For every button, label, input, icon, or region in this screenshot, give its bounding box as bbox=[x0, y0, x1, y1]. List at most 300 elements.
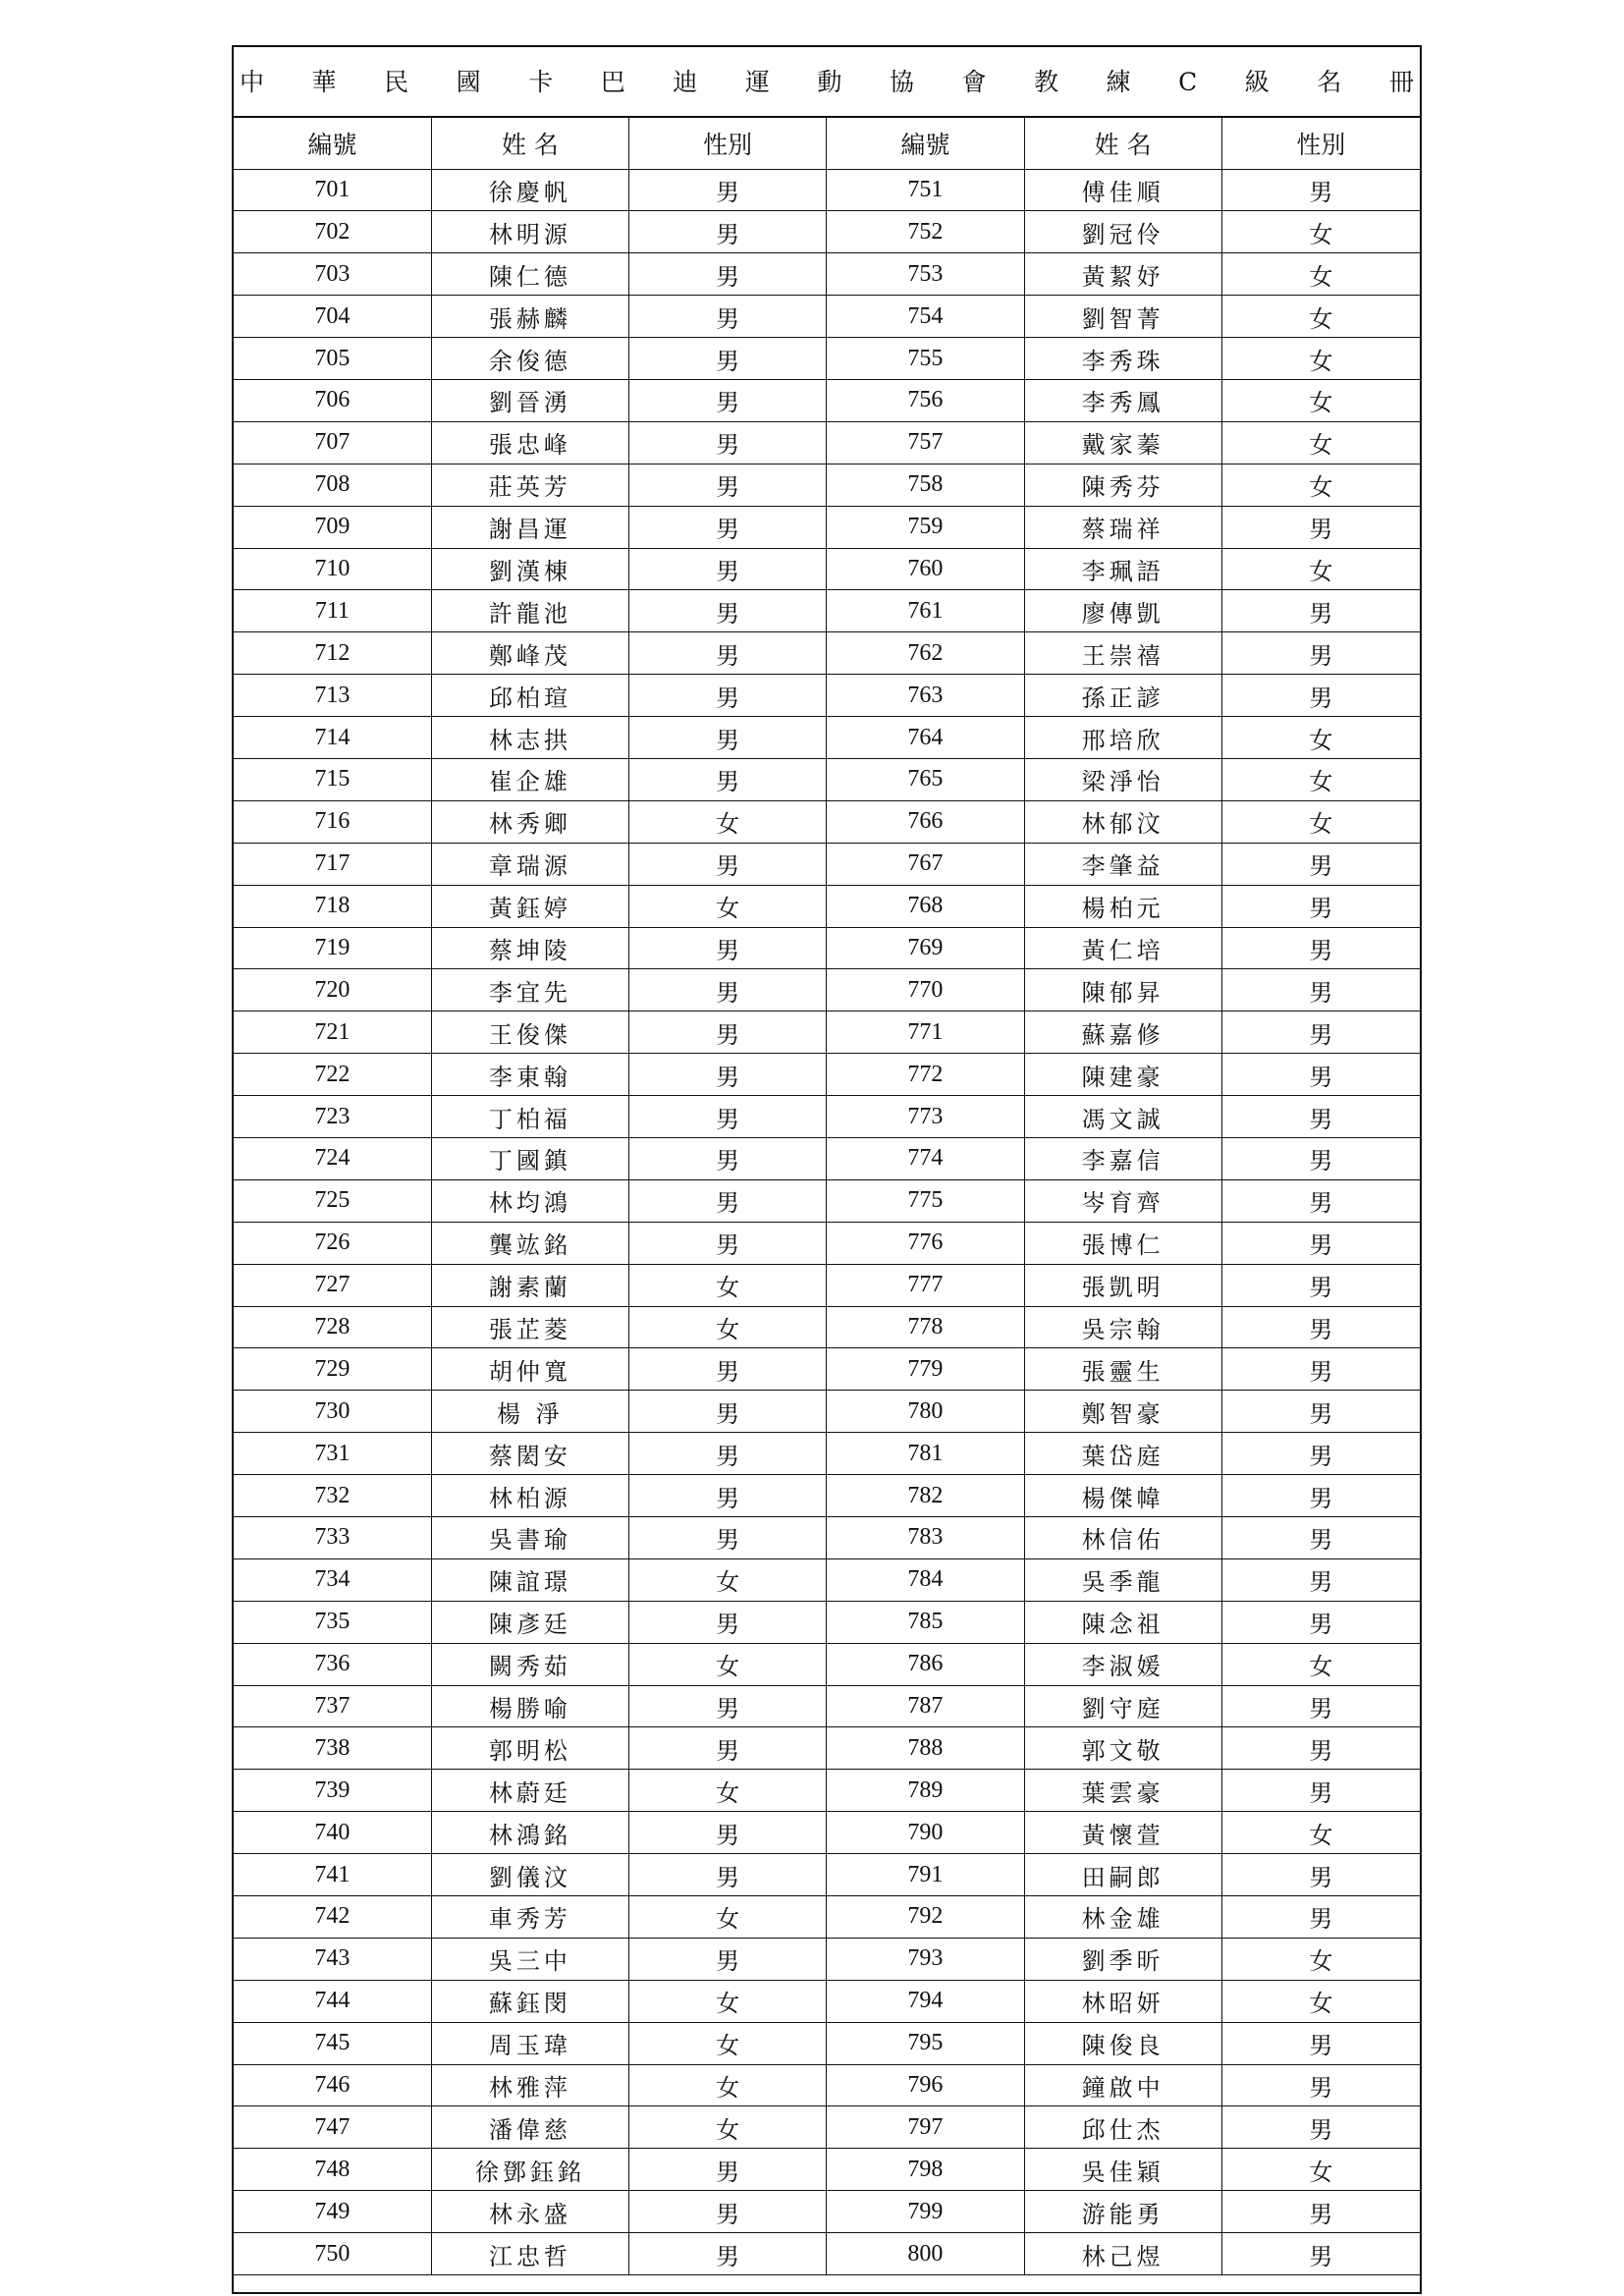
name-cell: 吳三中 bbox=[431, 1938, 628, 1980]
name-cell: 蔡閎安 bbox=[431, 1433, 628, 1475]
name-cell: 劉晉湧 bbox=[431, 379, 628, 421]
name-cell: 林己煜 bbox=[1024, 2233, 1221, 2275]
number-cell: 771 bbox=[827, 1011, 1024, 1054]
number-cell: 709 bbox=[234, 506, 431, 548]
gender-cell: 男 bbox=[1221, 1770, 1420, 1812]
name-cell: 陳仁德 bbox=[431, 253, 628, 296]
number-cell: 717 bbox=[234, 843, 431, 885]
name-cell: 鄭智豪 bbox=[1024, 1391, 1221, 1433]
name-cell: 林蔚廷 bbox=[431, 1770, 628, 1812]
table-row bbox=[234, 1601, 1420, 1643]
gender-cell: 男 bbox=[629, 464, 827, 506]
number-cell: 784 bbox=[827, 1558, 1024, 1601]
gender-cell: 男 bbox=[1221, 1137, 1420, 1179]
name-cell: 楊 淨 bbox=[431, 1391, 628, 1433]
gender-cell: 男 bbox=[1221, 1011, 1420, 1054]
number-cell: 738 bbox=[234, 1727, 431, 1770]
name-cell: 吳宗翰 bbox=[1024, 1306, 1221, 1348]
number-cell: 759 bbox=[827, 506, 1024, 548]
name-cell: 陳建豪 bbox=[1024, 1054, 1221, 1096]
number-cell: 765 bbox=[827, 758, 1024, 800]
title-char: 名 bbox=[1317, 67, 1342, 96]
name-cell: 游能勇 bbox=[1024, 2191, 1221, 2233]
number-cell: 710 bbox=[234, 548, 431, 590]
number-cell: 769 bbox=[827, 927, 1024, 969]
number-cell: 798 bbox=[827, 2149, 1024, 2191]
gender-cell: 男 bbox=[1221, 1306, 1420, 1348]
header-number-right: 編號 bbox=[827, 118, 1024, 169]
gender-cell: 男 bbox=[629, 2233, 827, 2275]
name-cell: 黃鈺婷 bbox=[431, 885, 628, 927]
gender-cell: 女 bbox=[1221, 211, 1420, 253]
document-title bbox=[234, 47, 1420, 118]
table-row bbox=[234, 675, 1420, 717]
table-row bbox=[234, 2149, 1420, 2191]
gender-cell: 男 bbox=[629, 758, 827, 800]
name-cell: 龔竑銘 bbox=[431, 1222, 628, 1264]
number-cell: 753 bbox=[827, 253, 1024, 296]
name-cell: 邱柏瑄 bbox=[431, 675, 628, 717]
number-cell: 761 bbox=[827, 590, 1024, 632]
table-row bbox=[234, 1011, 1420, 1054]
gender-cell: 男 bbox=[629, 296, 827, 338]
number-cell: 752 bbox=[827, 211, 1024, 253]
gender-cell: 女 bbox=[629, 1306, 827, 1348]
number-cell: 708 bbox=[234, 464, 431, 506]
gender-cell: 男 bbox=[1221, 1896, 1420, 1939]
gender-cell: 男 bbox=[1221, 1685, 1420, 1727]
table-row bbox=[234, 548, 1420, 590]
title-char: C bbox=[1178, 67, 1198, 96]
name-cell: 闕秀茹 bbox=[431, 1643, 628, 1685]
gender-cell: 男 bbox=[629, 590, 827, 632]
name-cell: 劉儀汶 bbox=[431, 1854, 628, 1896]
number-cell: 711 bbox=[234, 590, 431, 632]
number-cell: 793 bbox=[827, 1938, 1024, 1980]
gender-cell: 男 bbox=[629, 421, 827, 464]
name-cell: 葉雲豪 bbox=[1024, 1770, 1221, 1812]
gender-cell: 女 bbox=[629, 1980, 827, 2022]
gender-cell: 女 bbox=[1221, 1643, 1420, 1685]
name-cell: 李肇益 bbox=[1024, 843, 1221, 885]
number-cell: 774 bbox=[827, 1137, 1024, 1179]
gender-cell: 男 bbox=[1221, 969, 1420, 1011]
number-cell: 745 bbox=[234, 2022, 431, 2064]
name-cell: 許龍池 bbox=[431, 590, 628, 632]
number-cell: 721 bbox=[234, 1011, 431, 1054]
number-cell: 747 bbox=[234, 2106, 431, 2149]
number-cell: 746 bbox=[234, 2064, 431, 2106]
number-cell: 728 bbox=[234, 1306, 431, 1348]
name-cell: 蘇嘉修 bbox=[1024, 1011, 1221, 1054]
name-cell: 張赫麟 bbox=[431, 296, 628, 338]
number-cell: 712 bbox=[234, 632, 431, 675]
number-cell: 778 bbox=[827, 1306, 1024, 1348]
number-cell: 729 bbox=[234, 1348, 431, 1391]
table-row bbox=[234, 1896, 1420, 1939]
name-cell: 謝昌運 bbox=[431, 506, 628, 548]
title-char: 中 bbox=[240, 67, 265, 96]
name-cell: 林郁汶 bbox=[1024, 800, 1221, 843]
name-cell: 李東翰 bbox=[431, 1054, 628, 1096]
table-row bbox=[234, 1517, 1420, 1559]
gender-cell: 男 bbox=[1221, 1475, 1420, 1517]
number-cell: 773 bbox=[827, 1096, 1024, 1138]
name-cell: 徐慶帆 bbox=[431, 169, 628, 211]
gender-cell: 男 bbox=[1221, 1601, 1420, 1643]
table-row bbox=[234, 379, 1420, 421]
name-cell: 徐鄧鈺銘 bbox=[431, 2149, 628, 2191]
name-cell: 潘偉慈 bbox=[431, 2106, 628, 2149]
number-cell: 782 bbox=[827, 1475, 1024, 1517]
number-cell: 783 bbox=[827, 1517, 1024, 1559]
title-char: 冊 bbox=[1388, 67, 1414, 96]
table-row bbox=[234, 2022, 1420, 2064]
gender-cell: 男 bbox=[1221, 2064, 1420, 2106]
gender-cell: 男 bbox=[1221, 590, 1420, 632]
gender-cell: 女 bbox=[1221, 1812, 1420, 1854]
gender-cell: 女 bbox=[1221, 1938, 1420, 1980]
name-cell: 劉漢棟 bbox=[431, 548, 628, 590]
number-cell: 788 bbox=[827, 1727, 1024, 1770]
gender-cell: 男 bbox=[629, 1391, 827, 1433]
table-row bbox=[234, 717, 1420, 759]
gender-cell: 男 bbox=[1221, 1727, 1420, 1770]
name-cell: 張靈生 bbox=[1024, 1348, 1221, 1391]
gender-cell: 男 bbox=[1221, 1517, 1420, 1559]
name-cell: 林雅萍 bbox=[431, 2064, 628, 2106]
title-char: 動 bbox=[817, 67, 842, 96]
gender-cell: 女 bbox=[629, 1896, 827, 1939]
table-row bbox=[234, 1264, 1420, 1306]
gender-cell: 男 bbox=[1221, 506, 1420, 548]
gender-cell: 女 bbox=[1221, 296, 1420, 338]
name-cell: 林金雄 bbox=[1024, 1896, 1221, 1939]
name-cell: 陳誼璟 bbox=[431, 1558, 628, 1601]
number-cell: 733 bbox=[234, 1517, 431, 1559]
number-cell: 743 bbox=[234, 1938, 431, 1980]
number-cell: 787 bbox=[827, 1685, 1024, 1727]
number-cell: 714 bbox=[234, 717, 431, 759]
gender-cell: 男 bbox=[1221, 1433, 1420, 1475]
table-row bbox=[234, 632, 1420, 675]
gender-cell: 男 bbox=[629, 211, 827, 253]
name-cell: 黃仁培 bbox=[1024, 927, 1221, 969]
gender-cell: 女 bbox=[1221, 548, 1420, 590]
gender-cell: 男 bbox=[1221, 2233, 1420, 2275]
name-cell: 陳俊良 bbox=[1024, 2022, 1221, 2064]
number-cell: 800 bbox=[827, 2233, 1024, 2275]
name-cell: 劉守庭 bbox=[1024, 1685, 1221, 1727]
gender-cell: 男 bbox=[629, 2149, 827, 2191]
name-cell: 陳念祖 bbox=[1024, 1601, 1221, 1643]
header-gender-left: 性別 bbox=[629, 118, 827, 169]
gender-cell: 男 bbox=[629, 717, 827, 759]
name-cell: 李嘉信 bbox=[1024, 1137, 1221, 1179]
table-row bbox=[234, 1179, 1420, 1222]
gender-cell: 女 bbox=[1221, 338, 1420, 380]
name-cell: 邱仕杰 bbox=[1024, 2106, 1221, 2149]
name-cell: 林秀卿 bbox=[431, 800, 628, 843]
number-cell: 736 bbox=[234, 1643, 431, 1685]
number-cell: 775 bbox=[827, 1179, 1024, 1222]
gender-cell: 男 bbox=[629, 1475, 827, 1517]
number-cell: 704 bbox=[234, 296, 431, 338]
gender-cell: 女 bbox=[629, 1264, 827, 1306]
name-cell: 劉季昕 bbox=[1024, 1938, 1221, 1980]
gender-cell: 女 bbox=[629, 800, 827, 843]
table-row bbox=[234, 843, 1420, 885]
table-row bbox=[234, 800, 1420, 843]
gender-cell: 女 bbox=[1221, 421, 1420, 464]
number-cell: 795 bbox=[827, 2022, 1024, 2064]
name-cell: 黃絜妤 bbox=[1024, 253, 1221, 296]
title-char: 練 bbox=[1106, 67, 1131, 96]
gender-cell: 男 bbox=[629, 969, 827, 1011]
number-cell: 766 bbox=[827, 800, 1024, 843]
gender-cell: 男 bbox=[1221, 885, 1420, 927]
table-row bbox=[234, 1391, 1420, 1433]
name-cell: 林鴻銘 bbox=[431, 1812, 628, 1854]
name-cell: 楊柏元 bbox=[1024, 885, 1221, 927]
gender-cell: 女 bbox=[1221, 1980, 1420, 2022]
gender-cell: 男 bbox=[1221, 2191, 1420, 2233]
name-cell: 吳季龍 bbox=[1024, 1558, 1221, 1601]
table-row bbox=[234, 296, 1420, 338]
number-cell: 760 bbox=[827, 548, 1024, 590]
coach-roster-table bbox=[234, 118, 1420, 2275]
gender-cell: 男 bbox=[629, 1348, 827, 1391]
name-cell: 林志拱 bbox=[431, 717, 628, 759]
number-cell: 716 bbox=[234, 800, 431, 843]
gender-cell: 男 bbox=[1221, 927, 1420, 969]
name-cell: 莊英芳 bbox=[431, 464, 628, 506]
gender-cell: 男 bbox=[629, 675, 827, 717]
number-cell: 739 bbox=[234, 1770, 431, 1812]
table-row bbox=[234, 1222, 1420, 1264]
table-row bbox=[234, 1938, 1420, 1980]
number-cell: 768 bbox=[827, 885, 1024, 927]
number-cell: 702 bbox=[234, 211, 431, 253]
table-header-row bbox=[234, 118, 1420, 169]
name-cell: 李淑媛 bbox=[1024, 1643, 1221, 1685]
name-cell: 楊傑幃 bbox=[1024, 1475, 1221, 1517]
table-row bbox=[234, 253, 1420, 296]
number-cell: 781 bbox=[827, 1433, 1024, 1475]
header-name-left: 姓 名 bbox=[431, 118, 628, 169]
name-cell: 張忠峰 bbox=[431, 421, 628, 464]
number-cell: 763 bbox=[827, 675, 1024, 717]
table-row bbox=[234, 590, 1420, 632]
name-cell: 李珮語 bbox=[1024, 548, 1221, 590]
gender-cell: 女 bbox=[1221, 253, 1420, 296]
number-cell: 737 bbox=[234, 1685, 431, 1727]
number-cell: 796 bbox=[827, 2064, 1024, 2106]
name-cell: 張凱明 bbox=[1024, 1264, 1221, 1306]
name-cell: 余俊德 bbox=[431, 338, 628, 380]
number-cell: 734 bbox=[234, 1558, 431, 1601]
name-cell: 周玉瑋 bbox=[431, 2022, 628, 2064]
table-row bbox=[234, 1475, 1420, 1517]
name-cell: 江忠哲 bbox=[431, 2233, 628, 2275]
number-cell: 705 bbox=[234, 338, 431, 380]
gender-cell: 男 bbox=[629, 506, 827, 548]
name-cell: 郭文敬 bbox=[1024, 1727, 1221, 1770]
gender-cell: 女 bbox=[629, 2022, 827, 2064]
name-cell: 陳彥廷 bbox=[431, 1601, 628, 1643]
table-row bbox=[234, 1054, 1420, 1096]
number-cell: 741 bbox=[234, 1854, 431, 1896]
name-cell: 章瑞源 bbox=[431, 843, 628, 885]
title-char: 運 bbox=[744, 67, 770, 96]
name-cell: 李宜先 bbox=[431, 969, 628, 1011]
name-cell: 蔡坤陵 bbox=[431, 927, 628, 969]
name-cell: 謝素蘭 bbox=[431, 1264, 628, 1306]
table-row bbox=[234, 338, 1420, 380]
gender-cell: 男 bbox=[629, 1054, 827, 1096]
number-cell: 776 bbox=[827, 1222, 1024, 1264]
table-row bbox=[234, 1685, 1420, 1727]
gender-cell: 男 bbox=[629, 253, 827, 296]
number-cell: 723 bbox=[234, 1096, 431, 1138]
number-cell: 786 bbox=[827, 1643, 1024, 1685]
gender-cell: 男 bbox=[629, 927, 827, 969]
gender-cell: 女 bbox=[629, 1643, 827, 1685]
name-cell: 梁淨怡 bbox=[1024, 758, 1221, 800]
number-cell: 755 bbox=[827, 338, 1024, 380]
table-row bbox=[234, 1812, 1420, 1854]
table-row bbox=[234, 464, 1420, 506]
number-cell: 732 bbox=[234, 1475, 431, 1517]
gender-cell: 男 bbox=[629, 2191, 827, 2233]
number-cell: 722 bbox=[234, 1054, 431, 1096]
number-cell: 719 bbox=[234, 927, 431, 969]
gender-cell: 男 bbox=[629, 1179, 827, 1222]
gender-cell: 女 bbox=[629, 1770, 827, 1812]
number-cell: 789 bbox=[827, 1770, 1024, 1812]
gender-cell: 男 bbox=[1221, 843, 1420, 885]
gender-cell: 男 bbox=[1221, 632, 1420, 675]
name-cell: 崔企雄 bbox=[431, 758, 628, 800]
name-cell: 蔡瑞祥 bbox=[1024, 506, 1221, 548]
table-row bbox=[234, 1137, 1420, 1179]
number-cell: 797 bbox=[827, 2106, 1024, 2149]
number-cell: 751 bbox=[827, 169, 1024, 211]
gender-cell: 男 bbox=[1221, 2022, 1420, 2064]
number-cell: 757 bbox=[827, 421, 1024, 464]
gender-cell: 男 bbox=[629, 1812, 827, 1854]
name-cell: 李秀珠 bbox=[1024, 338, 1221, 380]
table-row bbox=[234, 2064, 1420, 2106]
name-cell: 廖傳凱 bbox=[1024, 590, 1221, 632]
number-cell: 779 bbox=[827, 1348, 1024, 1391]
name-cell: 鄭峰茂 bbox=[431, 632, 628, 675]
table-row bbox=[234, 885, 1420, 927]
table-row bbox=[234, 1770, 1420, 1812]
gender-cell: 男 bbox=[629, 1854, 827, 1896]
name-cell: 丁國鎮 bbox=[431, 1137, 628, 1179]
name-cell: 車秀芳 bbox=[431, 1896, 628, 1939]
name-cell: 邢培欣 bbox=[1024, 717, 1221, 759]
number-cell: 764 bbox=[827, 717, 1024, 759]
number-cell: 735 bbox=[234, 1601, 431, 1643]
number-cell: 758 bbox=[827, 464, 1024, 506]
name-cell: 郭明松 bbox=[431, 1727, 628, 1770]
number-cell: 731 bbox=[234, 1433, 431, 1475]
table-row bbox=[234, 421, 1420, 464]
title-char: 巴 bbox=[600, 67, 625, 96]
gender-cell: 男 bbox=[629, 1727, 827, 1770]
number-cell: 720 bbox=[234, 969, 431, 1011]
gender-cell: 男 bbox=[1221, 1264, 1420, 1306]
table-row bbox=[234, 169, 1420, 211]
gender-cell: 男 bbox=[629, 1096, 827, 1138]
number-cell: 799 bbox=[827, 2191, 1024, 2233]
table-row bbox=[234, 1433, 1420, 1475]
title-char: 協 bbox=[889, 67, 914, 96]
name-cell: 鐘啟中 bbox=[1024, 2064, 1221, 2106]
name-cell: 黃懷萱 bbox=[1024, 1812, 1221, 1854]
gender-cell: 女 bbox=[629, 885, 827, 927]
name-cell: 戴家蓁 bbox=[1024, 421, 1221, 464]
gender-cell: 男 bbox=[629, 632, 827, 675]
table-row bbox=[234, 1306, 1420, 1348]
name-cell: 王俊傑 bbox=[431, 1011, 628, 1054]
number-cell: 780 bbox=[827, 1391, 1024, 1433]
name-cell: 吳書瑜 bbox=[431, 1517, 628, 1559]
number-cell: 701 bbox=[234, 169, 431, 211]
number-cell: 713 bbox=[234, 675, 431, 717]
number-cell: 754 bbox=[827, 296, 1024, 338]
table-row bbox=[234, 1980, 1420, 2022]
gender-cell: 女 bbox=[1221, 464, 1420, 506]
number-cell: 715 bbox=[234, 758, 431, 800]
name-cell: 林柏源 bbox=[431, 1475, 628, 1517]
name-cell: 陳郁昇 bbox=[1024, 969, 1221, 1011]
name-cell: 吳佳穎 bbox=[1024, 2149, 1221, 2191]
name-cell: 林均鴻 bbox=[431, 1179, 628, 1222]
gender-cell: 男 bbox=[629, 1011, 827, 1054]
gender-cell: 男 bbox=[1221, 1558, 1420, 1601]
table-row bbox=[234, 506, 1420, 548]
title-char: 級 bbox=[1244, 67, 1270, 96]
name-cell: 陳秀芬 bbox=[1024, 464, 1221, 506]
gender-cell: 男 bbox=[629, 1433, 827, 1475]
title-char: 教 bbox=[1034, 67, 1059, 96]
table-row bbox=[234, 1643, 1420, 1685]
number-cell: 703 bbox=[234, 253, 431, 296]
gender-cell: 女 bbox=[1221, 2149, 1420, 2191]
gender-cell: 女 bbox=[1221, 758, 1420, 800]
name-cell: 楊勝喻 bbox=[431, 1685, 628, 1727]
number-cell: 767 bbox=[827, 843, 1024, 885]
header-gender-right: 性別 bbox=[1221, 118, 1420, 169]
gender-cell: 女 bbox=[629, 2106, 827, 2149]
gender-cell: 男 bbox=[1221, 675, 1420, 717]
roster-body bbox=[234, 169, 1420, 2275]
table-row bbox=[234, 1854, 1420, 1896]
gender-cell: 男 bbox=[1221, 1348, 1420, 1391]
name-cell: 林信佑 bbox=[1024, 1517, 1221, 1559]
name-cell: 胡仲寬 bbox=[431, 1348, 628, 1391]
name-cell: 葉岱庭 bbox=[1024, 1433, 1221, 1475]
name-cell: 林昭妍 bbox=[1024, 1980, 1221, 2022]
gender-cell: 女 bbox=[1221, 800, 1420, 843]
roster-sheet bbox=[232, 45, 1422, 2294]
number-cell: 762 bbox=[827, 632, 1024, 675]
gender-cell: 男 bbox=[1221, 1054, 1420, 1096]
gender-cell: 男 bbox=[629, 843, 827, 885]
